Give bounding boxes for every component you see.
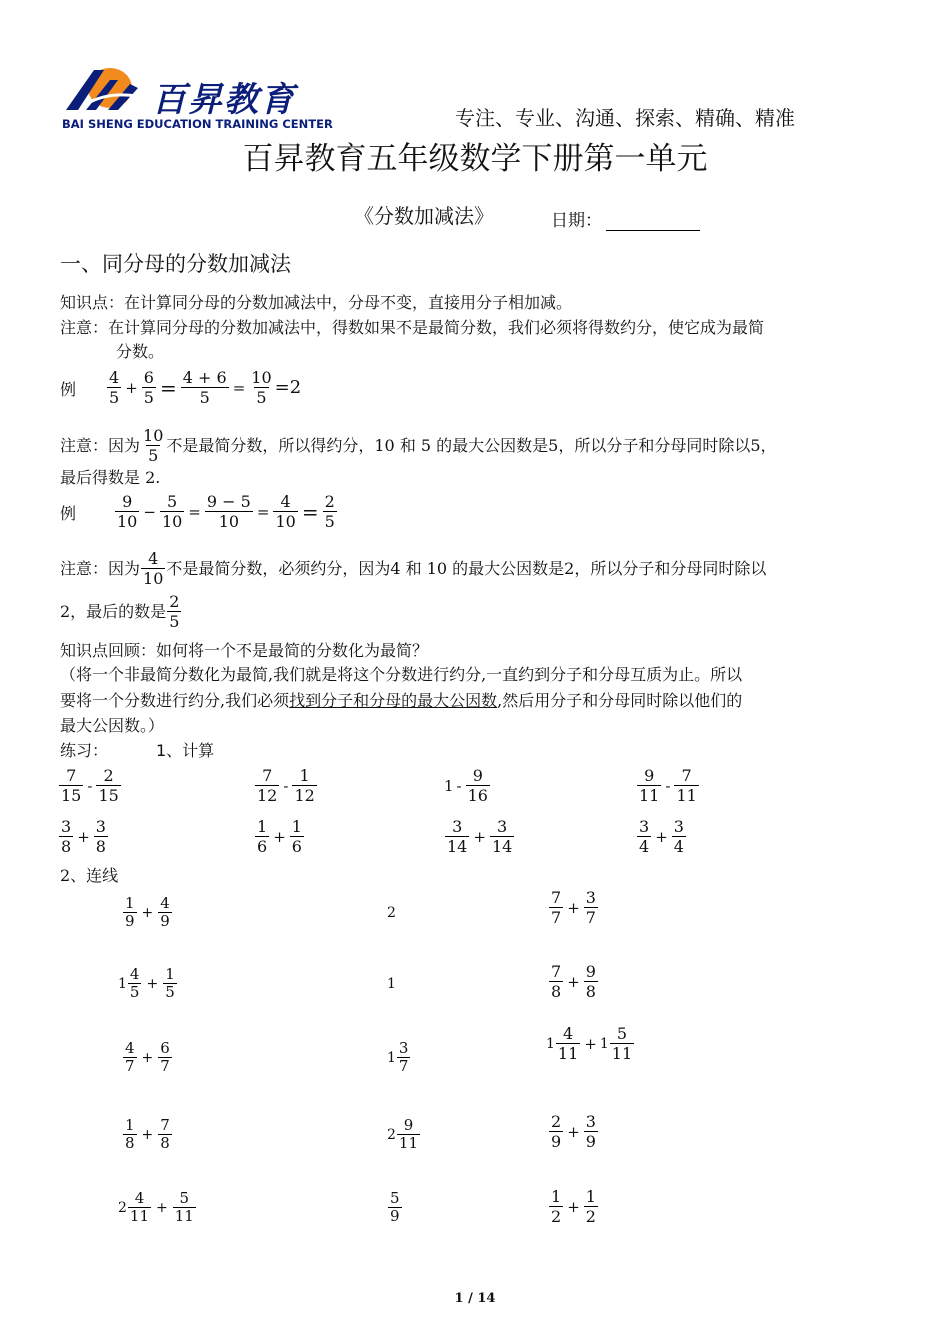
note-2-cont: 最后得数是 2.: [60, 468, 161, 487]
fraction: $\frac{6}{7}$: [160, 1039, 170, 1075]
fraction: $\frac{3}{14}$: [491, 817, 513, 856]
fraction: $\frac{10}{5}$: [251, 368, 272, 407]
fraction: $\frac{9}{10}$: [117, 492, 138, 531]
task-2-label: 2、连线: [60, 866, 119, 885]
note-1-cont: 分数。: [116, 342, 165, 361]
fraction: $\frac{3}{4}$: [673, 817, 684, 856]
note-3-cont: 2，最后的数是 $\frac{2}{5}$: [60, 592, 180, 631]
fraction: $\frac{7}{15}$: [61, 766, 82, 805]
calc-problem: $\frac{7}{12}$ - $\frac{1}{12}$: [257, 766, 315, 805]
fraction: $\frac{6}{5}$: [143, 368, 154, 407]
fraction: $\frac{1}{6}$: [257, 817, 268, 856]
subtitle: 《分数加减法》: [354, 204, 494, 228]
fraction: $\frac{5}{9}$: [390, 1189, 400, 1225]
fraction: $\frac{7}{12}$: [257, 766, 278, 805]
fraction: $\frac{2}{9}$: [551, 1112, 562, 1151]
calc-problem: $\frac{7}{15}$ - $\frac{2}{15}$: [61, 766, 119, 805]
logo-mark-icon: [60, 66, 152, 114]
fraction: $\frac{3}{8}$: [61, 817, 72, 856]
page-title: 百昇教育五年级数学下册第一单元: [242, 141, 708, 177]
fraction: $\frac{7}{8}$: [551, 962, 562, 1001]
fraction: $\frac{4}{11}$: [129, 1189, 150, 1225]
fraction: $\frac{2}{5}$: [324, 492, 335, 531]
review-line-1: （将一个非最简分数化为最简,我们就是将这个分数进行约分,一直约到分子和分母互质为止。所以: [60, 665, 743, 684]
example-label-1: 例: [60, 380, 77, 399]
underlined-text: 找到分子和分母的最大公因数: [289, 691, 498, 710]
match-left-item[interactable]: $\frac{1}{9}$ + $\frac{4}{9}$: [125, 894, 170, 930]
note-3: 注意：因为 $\frac{4}{10}$ 不是最简分数，必须约分，因为4 和 10 的最大公因数是2，所以分子和分母同时除以: [60, 549, 767, 588]
match-right-item[interactable]: 1 $\frac{4}{11}$ + 1 $\frac{5}{11}$: [546, 1024, 633, 1063]
calc-problem: $\frac{1}{6}$ + $\frac{1}{6}$: [257, 817, 302, 856]
note-2: 注意：因为 $\frac{10}{5}$ 不是最简分数，所以得约分，10 和 5 的最大公因数是5，所以分子和分母同时除以5，: [60, 426, 777, 465]
fraction: $\frac{4}{7}$: [125, 1039, 135, 1075]
fraction: $\frac{9 - 5}{10}$: [205, 492, 253, 531]
match-left-item[interactable]: 2 $\frac{4}{11}$ + $\frac{5}{11}$: [118, 1189, 194, 1225]
slogan: 专注、专业、沟通、探索、精确、精准: [455, 106, 795, 130]
fraction: $\frac{1}{5}$: [165, 965, 175, 1001]
fraction: $\frac{4}{10}$: [275, 492, 296, 531]
match-middle-item[interactable]: 2: [387, 905, 396, 921]
fraction: $\frac{3}{7}$: [585, 888, 596, 927]
date-blank: [606, 216, 700, 231]
fraction: $\frac{7}{8}$: [160, 1116, 170, 1152]
fraction: $\frac{5}{11}$: [174, 1189, 194, 1225]
fraction: $\frac{1}{6}$: [291, 817, 302, 856]
calc-problem: $\frac{3}{4}$ + $\frac{3}{4}$: [639, 817, 684, 856]
date-field: [551, 206, 700, 231]
fraction: $\frac{4}{10}$: [143, 549, 164, 588]
fraction: $\frac{9}{16}$: [467, 766, 488, 805]
fraction: $\frac{1}{12}$: [294, 766, 315, 805]
example-1-expression: $\frac{4}{5}$ + $\frac{6}{5}$ = $\frac{4 + 6}{5}$ = $\frac{10}{5}$ =2: [109, 368, 302, 407]
match-left-item[interactable]: $\frac{1}{8}$ + $\frac{7}{8}$: [125, 1116, 170, 1152]
review-title: 知识点回顾：如何将一个不是最简的分数化为最简？: [60, 641, 429, 660]
fraction: $\frac{5}{10}$: [161, 492, 183, 531]
fraction: $\frac{4}{5}$: [109, 368, 120, 407]
fraction: $\frac{4}{9}$: [160, 894, 170, 930]
fraction: $\frac{1}{2}$: [551, 1187, 562, 1226]
logo-english-text: BAI SHENG EDUCATION TRAINING CENTER: [62, 117, 333, 131]
review-line-2: 要将一个分数进行约分,我们必须找到分子和分母的最大公因数,然后用分子和分母同时除以他们的: [60, 691, 743, 710]
fraction: $\frac{3}{8}$: [95, 817, 106, 856]
practice-label: 练习：: [60, 741, 109, 760]
fraction: $\frac{10}{5}$: [143, 426, 164, 465]
fraction: $\frac{7}{7}$: [551, 888, 562, 927]
calc-problem: $\frac{9}{11}$ - $\frac{7}{11}$: [639, 766, 697, 805]
example-label-2: 例: [60, 504, 77, 523]
match-middle-item[interactable]: [387, 1190, 403, 1225]
fraction: $\frac{9}{11}$: [639, 766, 660, 805]
match-right-item[interactable]: $\frac{1}{2}$ + $\frac{1}{2}$: [551, 1187, 596, 1226]
logo-chinese-text: 百昇教育: [152, 80, 296, 120]
fraction: $\frac{3}{14}$: [447, 817, 468, 856]
task-1-label: 1、计算: [156, 741, 215, 760]
review-line-3: 最大公因数。）: [60, 716, 165, 735]
fraction: $\frac{4 + 6}{5}$: [181, 368, 229, 407]
fraction: $\frac{2}{15}$: [98, 766, 119, 805]
fraction: $\frac{7}{11}$: [676, 766, 697, 805]
fraction: $\frac{9}{11}$: [398, 1116, 419, 1152]
fraction: $\frac{4}{5}$: [129, 965, 140, 1001]
match-middle-item[interactable]: 1: [387, 976, 396, 992]
fraction: $\frac{5}{11}$: [611, 1024, 633, 1063]
date-label: 日期：: [551, 211, 602, 231]
example-2-expression: $\frac{9}{10}$ − $\frac{5}{10}$ = $\frac{9 - 5}{10}$ = $\frac{4}{10}$ = $\frac{2}{5}$: [117, 492, 335, 531]
knowledge-point: 知识点：在计算同分母的分数加减法中，分母不变，直接用分子相加减。: [60, 293, 573, 312]
fraction: $\frac{3}{4}$: [639, 817, 650, 856]
fraction: $\frac{3}{9}$: [585, 1112, 596, 1151]
note-1: 注意：在计算同分母的分数加减法中，得数如果不是最简分数，我们必须将得数约分，使它成为最简: [60, 318, 765, 337]
match-right-item[interactable]: $\frac{7}{8}$ + $\frac{9}{8}$: [551, 962, 596, 1001]
fraction: $\frac{9}{8}$: [585, 962, 596, 1001]
fraction: $\frac{1}{8}$: [125, 1116, 135, 1152]
match-middle-item[interactable]: 2 $\frac{9}{11}$: [387, 1116, 419, 1152]
match-middle-item[interactable]: 1 $\frac{3}{7}$: [387, 1039, 409, 1075]
fraction: $\frac{1}{2}$: [585, 1187, 596, 1226]
match-left-item[interactable]: $\frac{4}{7}$ + $\frac{6}{7}$: [125, 1039, 170, 1075]
calc-problem: $\frac{3}{14}$ + $\frac{3}{14}$: [447, 817, 513, 856]
match-left-item[interactable]: 1 $\frac{4}{5}$ + $\frac{1}{5}$: [118, 965, 175, 1001]
fraction: $\frac{3}{7}$: [398, 1039, 409, 1075]
match-right-item[interactable]: $\frac{7}{7}$ + $\frac{3}{7}$: [551, 888, 596, 927]
fraction: $\frac{4}{11}$: [557, 1024, 579, 1063]
match-right-item[interactable]: $\frac{2}{9}$ + $\frac{3}{9}$: [551, 1112, 596, 1151]
fraction: $\frac{1}{9}$: [125, 894, 135, 930]
brand-logo: [60, 66, 340, 132]
fraction: $\frac{2}{5}$: [169, 592, 180, 631]
page-number: 1 / 14: [454, 1291, 496, 1306]
calc-problem: $\frac{3}{8}$ + $\frac{3}{8}$: [61, 817, 106, 856]
calc-problem: 1 - $\frac{9}{16}$: [444, 766, 488, 805]
section-heading: 一、同分母的分数加减法: [60, 252, 291, 276]
